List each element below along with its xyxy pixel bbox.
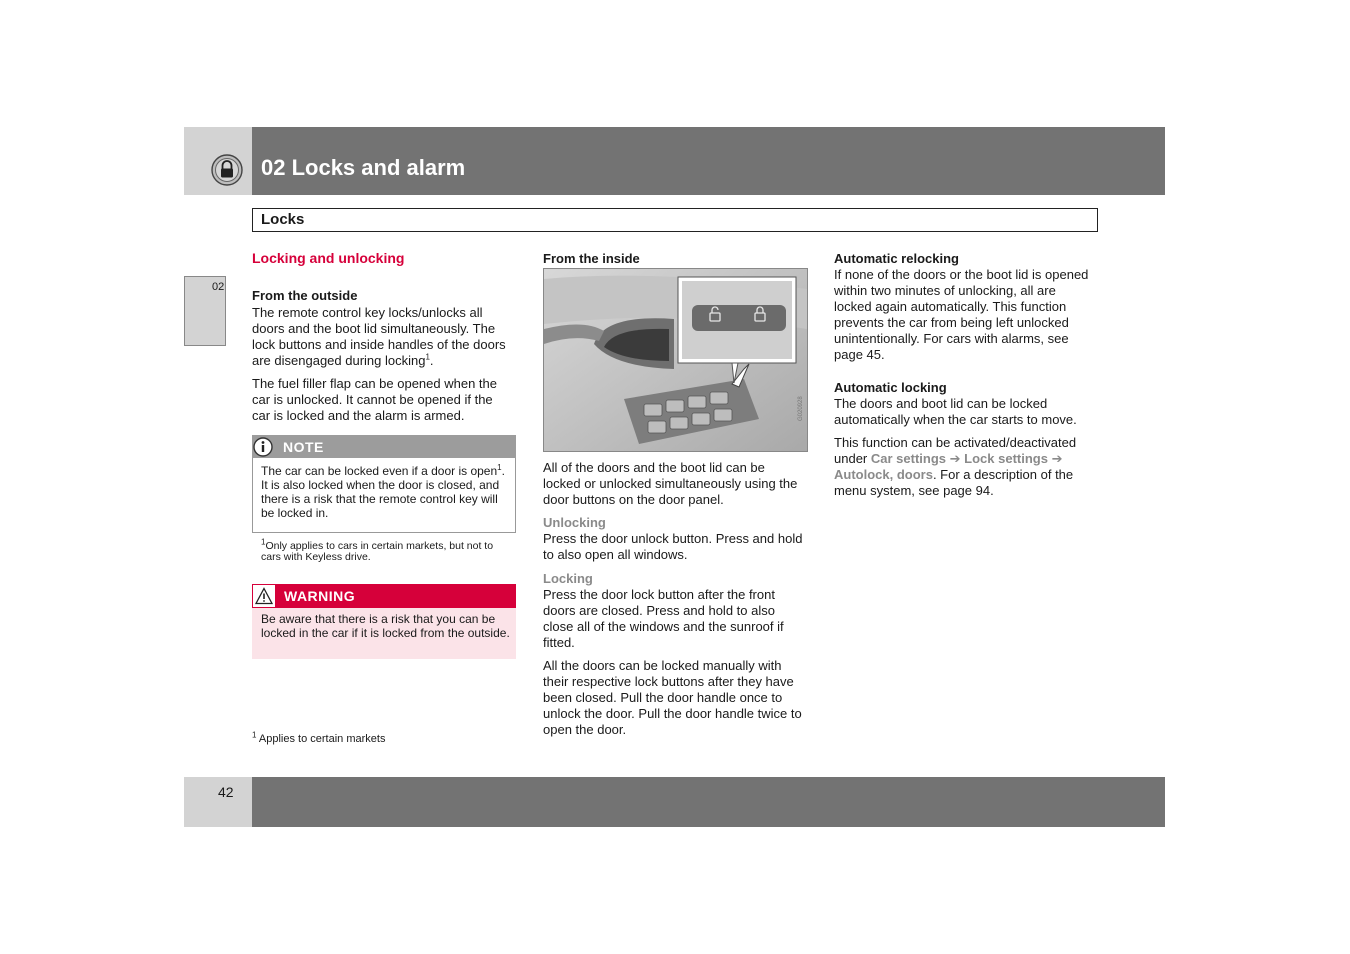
note-text: The car can be locked even if a door is open$^1$. It is also locked when the door is closed, and there is a risk that the remote control key will be locked in. <box>261 463 505 520</box>
door-panel-illustration <box>543 268 808 452</box>
chapter-title: 02 Locks and alarm <box>261 155 466 180</box>
inside-paragraph: All of the doors and the boot lid can be locked or unlocked simultaneously using the door buttons on the door panel. <box>543 460 798 507</box>
footer-bar <box>252 777 1165 827</box>
menu-lock-settings: Lock settings <box>964 451 1048 466</box>
locking-heading: Locking <box>543 571 593 586</box>
from-outside-heading: From the outside <box>252 288 358 303</box>
chapter-side-tab-number: 02 <box>212 281 225 293</box>
autolock-settings-paragraph: This function can be activated/deactivated under Car settings ➔ Lock settings ➔ Autolock, doors. For a description of the menu system, see page 94. <box>834 435 1077 498</box>
automatic-relocking-heading: Automatic relocking <box>834 251 959 266</box>
section-title-box <box>252 208 1098 232</box>
locking-unlocking-heading: Locking and unlocking <box>252 250 405 266</box>
warning-text: Be aware that there is a risk that you can be locked in the car if it is locked from the outside. <box>261 612 510 640</box>
from-inside-heading: From the inside <box>543 251 640 266</box>
automatic-locking-heading: Automatic locking <box>834 380 947 395</box>
automatic-locking-text: The doors and boot lid can be locked automatically when the car starts to move. <box>834 396 1077 427</box>
note-label: NOTE <box>283 439 324 455</box>
note-footnote: $^1$Only applies to cars in certain markets, but not to cars with Keyless drive. <box>261 537 494 563</box>
warning-icon <box>255 587 273 605</box>
manual-lock-paragraph: All the doors can be locked manually with their respective lock buttons after they have been closed. Pull the door handle once to unlock the door. Pull the door handle twice to open the door. <box>543 658 802 737</box>
locking-text: Press the door lock button after the front doors are closed. Press and hold to also close all of the windows and the sunroof if fitted. <box>543 587 784 650</box>
page-footnote: $^1$ Applies to certain markets <box>252 730 386 745</box>
section-title: Locks <box>261 211 305 228</box>
info-icon <box>253 437 273 457</box>
fuel-flap-paragraph: The fuel filler flap can be opened when the car is unlocked. It cannot be opened if the car is locked and the alarm is armed. <box>252 376 498 423</box>
menu-arrow-1: ➔ <box>949 451 961 466</box>
lock-icon <box>211 154 243 186</box>
unlocking-text: Press the door unlock button. Press and hold to also open all windows. <box>543 531 803 562</box>
outside-paragraph: The remote control key locks/unlocks all doors and the boot lid simultaneously. The lock buttons and inside handles of the doors are disengaged during locking$^1$. <box>252 305 506 368</box>
menu-arrow-2: ➔ <box>1051 451 1063 466</box>
menu-autolock-doors: Autolock, doors <box>834 467 933 482</box>
page-number: 42 <box>218 784 234 800</box>
unlocking-heading: Unlocking <box>543 515 606 530</box>
warning-label: WARNING <box>284 588 356 604</box>
figure-code: G020928 <box>798 396 804 421</box>
automatic-relocking-text: If none of the doors or the boot lid is opened within two minutes of unlocking, all are locked again automatically. This function prevents the car from being left unlocked unintentionally. For cars with alarms, see page 45. <box>834 267 1089 362</box>
menu-car-settings: Car settings <box>870 451 947 466</box>
